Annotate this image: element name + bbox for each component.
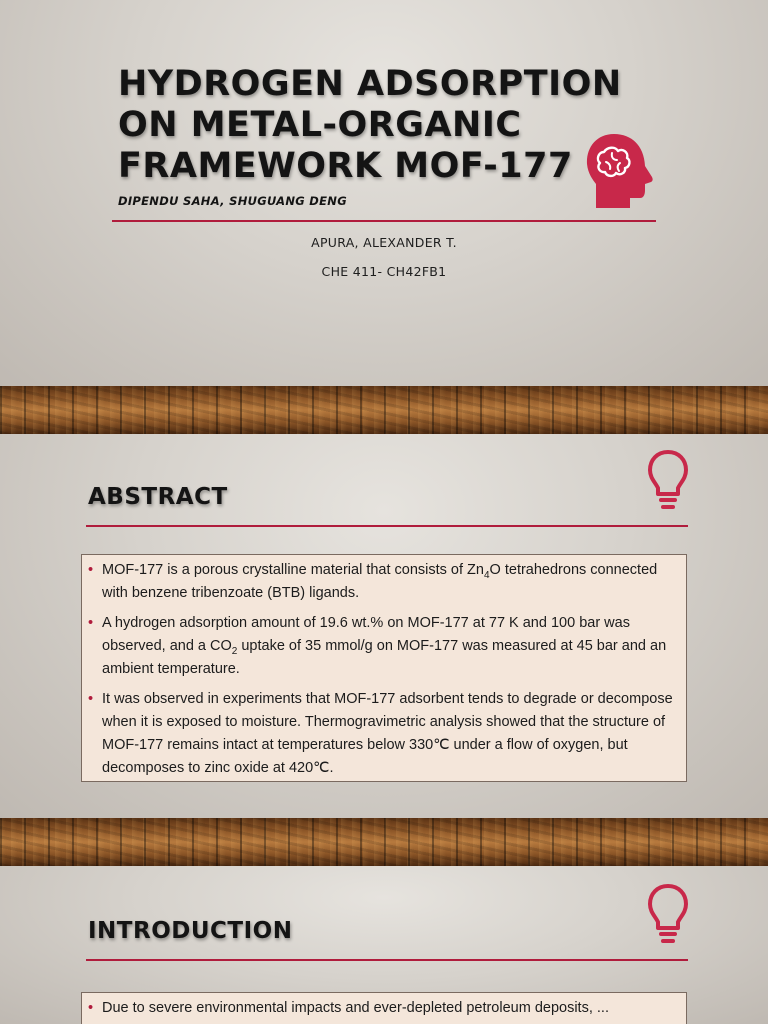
introduction-divider — [86, 959, 688, 961]
paper-authors: DIPENDU SAHA, SHUGUANG DENG — [118, 194, 347, 208]
introduction-content-box — [81, 992, 687, 1024]
abstract-heading: ABSTRACT — [88, 484, 228, 510]
list-item: • MOF-177 is a porous crystalline material that consists of $Zn_4O$ tetrahedrons connected with benzene tribenzoate (BTB) ligands. — [102, 559, 680, 605]
wood-separator — [0, 818, 768, 866]
lightbulb-icon — [646, 882, 690, 946]
introduction-bullet-list — [102, 997, 680, 1020]
wood-separator — [0, 386, 768, 434]
lightbulb-icon — [646, 448, 690, 512]
abstract-divider — [86, 525, 688, 527]
course-code: CHE 411- CH42FB1 — [321, 264, 447, 279]
abstract-content-box — [81, 554, 687, 782]
introduction-heading: INTRODUCTION — [88, 918, 293, 944]
brain-head-icon — [584, 130, 654, 210]
presentation-title: HYDROGEN ADSORPTION ON METAL-ORGANIC FRAMEWORK MOF-177 — [118, 64, 622, 186]
abstract-bullet-list — [102, 559, 680, 780]
list-item: • It was observed in experiments that MOF-177 adsorbent tends to degrade or decompose when it is exposed to moisture. Thermogravimetric analysis showed that the structure of MOF-177 remains intact at temperatures below 330℃ under a flow of oxygen, but decomposes to zinc oxide at 420℃. — [102, 688, 680, 780]
introduction-slide — [0, 866, 768, 1024]
list-item: • A hydrogen adsorption amount of 19.6 wt.% on MOF-177 at 77 K and 100 bar was observed, and a $CO_2$ uptake of 35 mmol/g on MOF-177 was measured at 45 bar and an ambient temperature. — [102, 612, 680, 681]
abstract-slide — [0, 434, 768, 818]
list-item: • Due to severe environmental impacts and ever-depleted petroleum deposits, ... — [102, 997, 680, 1020]
presenter-name: APURA, ALEXANDER T. — [311, 235, 457, 250]
title-slide — [0, 0, 768, 386]
title-divider — [112, 220, 656, 222]
